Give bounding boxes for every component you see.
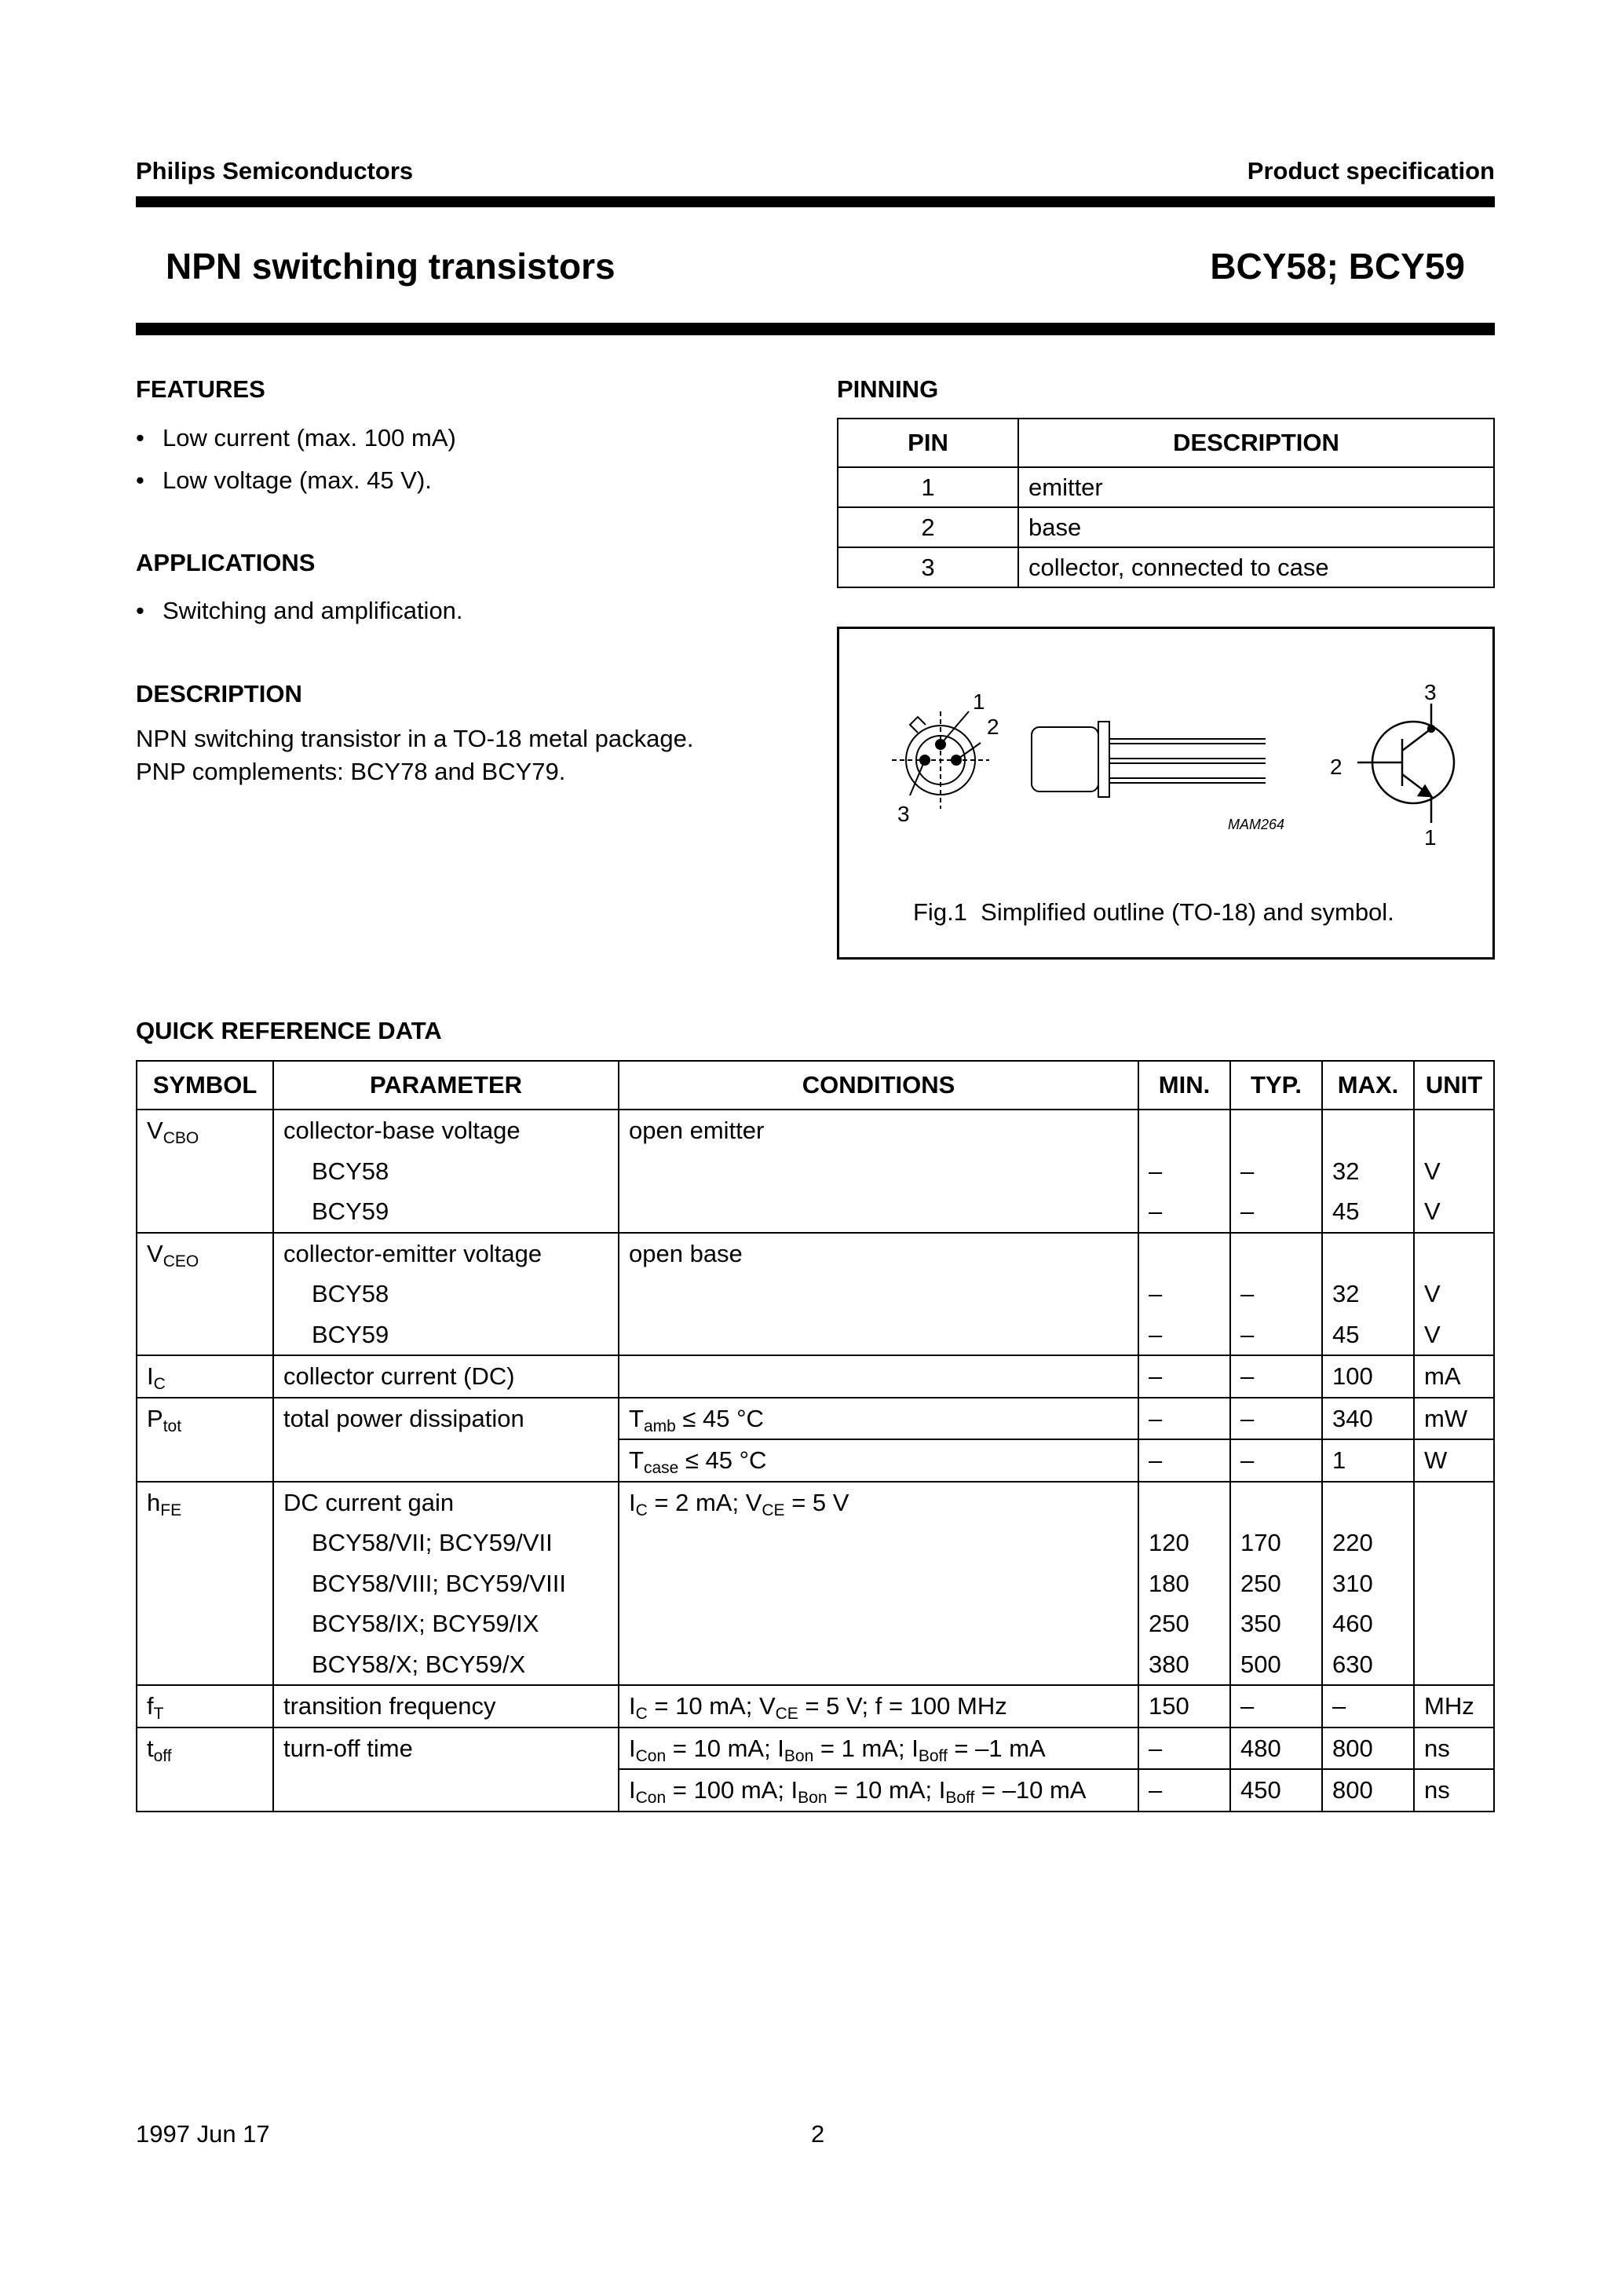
unit-cell: mA [1414,1355,1494,1398]
min-cell: – [1138,1398,1230,1440]
figure-caption: Fig.1 Simplified outline (TO-18) and symbol. [913,898,1394,926]
max-cell: 800 [1322,1727,1414,1770]
pin-column-header: PIN [838,419,1018,467]
conditions-cell: open emitter [619,1110,1138,1151]
unit-cell: MHz [1414,1685,1494,1727]
part-numbers: BCY58; BCY59 [1210,246,1465,287]
max-cell: 45 [1322,1314,1414,1356]
typ-cell: – [1230,1151,1322,1192]
max-cell: – [1322,1685,1414,1727]
min-cell: 250 [1138,1603,1230,1644]
parameter-cell: BCY58/X; BCY59/X [273,1644,619,1686]
footer-date: 1997 Jun 17 [136,2120,270,2148]
table-row [137,1274,1494,1314]
table-row [137,1151,1494,1192]
parameter-cell: transition frequency [273,1685,619,1727]
parameter-cell: BCY58/IX; BCY59/IX [273,1603,619,1644]
symbol-cell: $V_{CBO}$ [137,1110,273,1151]
description-text: NPN switching transistor in a TO-18 metal package. PNP complements: BCY78 and BCY79. [136,725,694,785]
min-column-header: MIN. [1138,1061,1230,1110]
max-column-header: MAX. [1322,1061,1414,1110]
document-type: Product specification [1247,157,1495,185]
min-cell: – [1138,1355,1230,1398]
min-cell: – [1138,1191,1230,1233]
unit-cell: ns [1414,1769,1494,1812]
table-row [137,1563,1494,1604]
typ-column-header: TYP. [1230,1061,1322,1110]
pin-description: base [1018,507,1494,547]
pin-number: 3 [838,547,1018,587]
parameter-cell: collector-base voltage [273,1110,619,1151]
table-row [137,1398,1494,1440]
conditions-column-header: CONDITIONS [619,1061,1138,1110]
symbol-column-header: SYMBOL [137,1061,273,1110]
pin-description: collector, connected to case [1018,547,1494,587]
parameter-cell: BCY58/VIII; BCY59/VIII [273,1563,619,1604]
conditions-cell: $I_C = 2$ mA; $V_{CE} = 5$ V [619,1482,1138,1523]
typ-cell: – [1230,1191,1322,1233]
unit-cell: mW [1414,1398,1494,1440]
conditions-cell: $T_{amb} \le 45$ °C [619,1398,1138,1440]
symbol-cell: $f_T$ [137,1685,273,1727]
symbol-pin1-label: 1 [1424,825,1437,850]
symbol-cell: $t_{off}$ [137,1727,273,1770]
table-row [137,1439,1494,1482]
table-row [137,1355,1494,1398]
table-row [838,507,1494,547]
table-row [137,1685,1494,1727]
unit-cell: V [1414,1314,1494,1356]
parameter-cell: BCY58 [273,1151,619,1192]
page-title: NPN switching transistors [166,246,616,287]
unit-cell: V [1414,1191,1494,1233]
typ-cell: – [1230,1439,1322,1482]
max-cell: 220 [1322,1523,1414,1563]
max-cell: 1 [1322,1439,1414,1482]
title-rule [136,323,1495,335]
typ-cell: – [1230,1314,1322,1356]
max-cell: 310 [1322,1563,1414,1604]
typ-cell: – [1230,1355,1322,1398]
table-row [137,1191,1494,1233]
table-row [137,1769,1494,1812]
unit-column-header: UNIT [1414,1061,1494,1110]
description-column-header: DESCRIPTION [1018,419,1494,467]
conditions-cell: $I_{Con} = 10$ mA; $I_{Bon} = 1$ mA; $I_{Boff} = -1$ mA [619,1727,1138,1770]
typ-cell: – [1230,1274,1322,1314]
min-cell: 150 [1138,1685,1230,1727]
table-row [137,1482,1494,1523]
min-cell: – [1138,1727,1230,1770]
typ-cell: 500 [1230,1644,1322,1686]
conditions-cell: $T_{case} \le 45$ °C [619,1439,1138,1482]
pin-number: 1 [838,467,1018,507]
pin-description: emitter [1018,467,1494,507]
applications-heading: APPLICATIONS [136,549,316,576]
max-cell: 45 [1322,1191,1414,1233]
outline-pin3-label: 3 [897,802,910,826]
symbol-pin3-label: 3 [1424,680,1437,704]
pinning-heading: PINNING [837,375,939,403]
typ-cell: 350 [1230,1603,1322,1644]
page-number: 2 [811,2120,825,2148]
table-row [838,467,1494,507]
table-row [137,1110,1494,1151]
parameter-cell: BCY59 [273,1191,619,1233]
unit-cell: V [1414,1274,1494,1314]
quick-reference-heading: QUICK REFERENCE DATA [136,1017,442,1044]
symbol-cell: $V_{CEO}$ [137,1233,273,1274]
typ-cell: 170 [1230,1523,1322,1563]
figure-box [837,627,1495,960]
min-cell: 380 [1138,1644,1230,1686]
to18-side-view [1032,722,1266,797]
unit-cell: V [1414,1151,1494,1192]
max-cell: 32 [1322,1274,1414,1314]
symbol-cell: $h_{FE}$ [137,1482,273,1523]
min-cell: – [1138,1439,1230,1482]
parameter-cell: total power dissipation [273,1398,619,1440]
pinning-table [837,418,1495,588]
outline-pin1-label: 1 [973,689,985,714]
symbol-pin2-label: 2 [1330,755,1343,779]
max-cell: 460 [1322,1603,1414,1644]
parameter-cell: collector-emitter voltage [273,1233,619,1274]
table-row [838,547,1494,587]
conditions-cell: $I_C = 10$ mA; $V_{CE} = 5$ V; f = 100 MHz [619,1685,1138,1727]
symbol-cell: $P_{tot}$ [137,1398,273,1440]
to18-bottom-view [892,711,989,809]
max-cell: 100 [1322,1355,1414,1398]
npn-transistor-symbol-icon [1357,704,1454,823]
features-heading: FEATURES [136,375,265,403]
min-cell: – [1138,1314,1230,1356]
min-cell: 120 [1138,1523,1230,1563]
parameter-cell: BCY58/VII; BCY59/VII [273,1523,619,1563]
table-row [137,1233,1494,1274]
parameter-cell: collector current (DC) [273,1355,619,1398]
parameter-cell: turn-off time [273,1727,619,1770]
header-rule [136,196,1495,207]
unit-cell: ns [1414,1727,1494,1770]
conditions-cell: $I_{Con} = 100$ mA; $I_{Bon} = 10$ mA; $I_{Boff} = -10$ mA [619,1769,1138,1812]
company-name: Philips Semiconductors [136,157,414,185]
table-row [137,1314,1494,1356]
min-cell: – [1138,1274,1230,1314]
parameter-cell: BCY59 [273,1314,619,1356]
parameter-cell: DC current gain [273,1482,619,1523]
conditions-cell: open base [619,1233,1138,1274]
unit-cell: W [1414,1439,1494,1482]
max-cell: 32 [1322,1151,1414,1192]
outline-pin2-label: 2 [987,715,999,739]
quick-reference-table [136,1060,1495,1812]
typ-cell: – [1230,1398,1322,1440]
table-row [137,1603,1494,1644]
typ-cell: – [1230,1685,1322,1727]
parameter-cell: BCY58 [273,1274,619,1314]
typ-cell: 450 [1230,1769,1322,1812]
typ-cell: 250 [1230,1563,1322,1604]
min-cell: – [1138,1151,1230,1192]
min-cell: 180 [1138,1563,1230,1604]
typ-cell: 480 [1230,1727,1322,1770]
min-cell: – [1138,1769,1230,1812]
figure-code: MAM264 [1228,817,1285,832]
pin-number: 2 [838,507,1018,547]
symbol-cell: $I_C$ [137,1355,273,1398]
parameter-column-header: PARAMETER [273,1061,619,1110]
max-cell: 800 [1322,1769,1414,1812]
table-row [137,1727,1494,1770]
max-cell: 340 [1322,1398,1414,1440]
table-row [137,1523,1494,1563]
table-row [137,1644,1494,1686]
description-heading: DESCRIPTION [136,680,302,707]
max-cell: 630 [1322,1644,1414,1686]
